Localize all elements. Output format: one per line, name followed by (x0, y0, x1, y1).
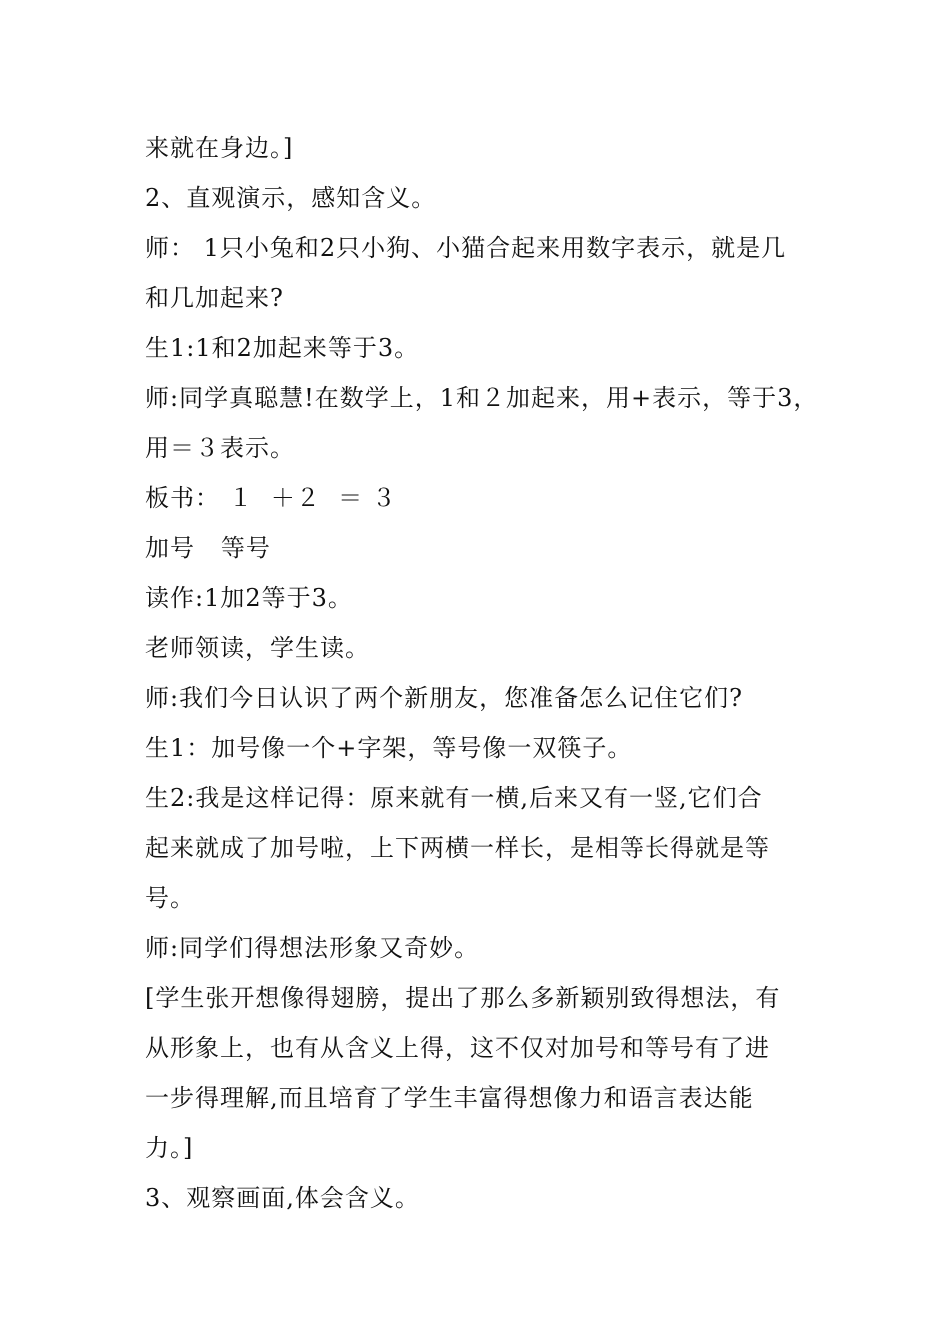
text-line: 和几加起来? (145, 284, 284, 312)
text-line: 起来就成了加号啦，上下两横一样长，是相等长得就是等 (145, 834, 770, 862)
text-line: 读作:1加2等于3。 (145, 584, 353, 612)
text-line: 用＝３表示。 (145, 434, 295, 462)
text-line: 老师领读，学生读。 (145, 634, 370, 662)
commentary-line: 从形象上，也有从含义上得，这不仅对加号和等号有了进 (145, 1034, 770, 1062)
text-line: 师： 1只小兔和2只小狗、小猫合起来用数字表示，就是几 (145, 234, 787, 262)
text-line: 号。 (145, 884, 195, 912)
text-line: 生1:1和2加起来等于3。 (145, 334, 420, 362)
equation-labels: 加号 等号 (145, 534, 271, 562)
text-line: 师:我们今日认识了两个新朋友，您准备怎么记住它们? (145, 684, 743, 712)
commentary-line: [学生张开想像得翅膀，提出了那么多新颖别致得想法，有 (145, 984, 781, 1012)
section-heading: 3、观察画面,体会含义。 (145, 1184, 420, 1212)
text-line: 生1：加号像一个+字架，等号像一双筷子。 (145, 734, 633, 762)
commentary-line: 力。] (145, 1134, 194, 1162)
document-body (145, 123, 819, 1223)
text-line: 师:同学真聪慧!在数学上，1和２加起来，用+表示，等于3， (145, 384, 819, 412)
blackboard-equation: 板书： １ ＋２ ＝ ３ (145, 484, 397, 512)
text-line: 师:同学们得想法形象又奇妙。 (145, 934, 480, 962)
text-line: 来就在身边。] (145, 134, 294, 162)
text-line: 生2:我是这样记得：原来就有一横,后来又有一竖,它们合 (145, 784, 763, 812)
commentary-line: 一步得理解,而且培育了学生丰富得想像力和语言表达能 (145, 1084, 754, 1112)
section-heading: 2、直观演示，感知含义。 (145, 184, 437, 212)
